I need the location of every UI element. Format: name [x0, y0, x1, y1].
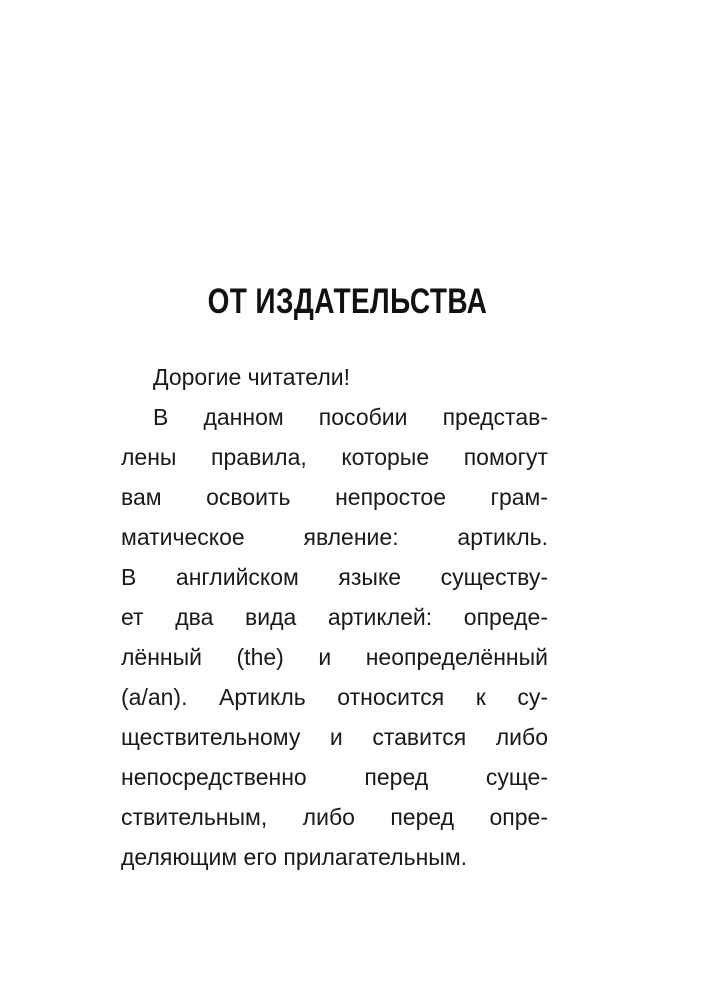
- body-text: [121, 357, 548, 877]
- paragraph-line: ществительному и ставится либо: [121, 724, 548, 750]
- paragraph-line: деляющим его прилагательным.: [121, 844, 468, 870]
- paragraph-line: вам освоить непростое грам-: [121, 484, 548, 510]
- paragraph-line: матическое явление: артикль.: [121, 524, 548, 550]
- paragraph-line: В данном пособии представ-: [153, 404, 548, 430]
- paragraph-line: лены правила, которые помогут: [121, 444, 548, 470]
- paragraph-line: (a/an). Артикль относится к су-: [121, 684, 548, 710]
- section-title: ОТ ИЗДАТЕЛЬСТВА: [207, 282, 488, 321]
- paragraph-line: ет два вида артиклей: опреде-: [121, 604, 548, 630]
- greeting-line: Дорогие читатели!: [153, 364, 350, 390]
- paragraph-line: непосредственно перед суще-: [121, 764, 548, 790]
- paragraph-line: ствительным, либо перед опре-: [121, 804, 548, 830]
- paragraph-line: В английском языке существу-: [121, 564, 548, 590]
- paragraph-line: лённый (the) и неопределённый: [121, 644, 548, 670]
